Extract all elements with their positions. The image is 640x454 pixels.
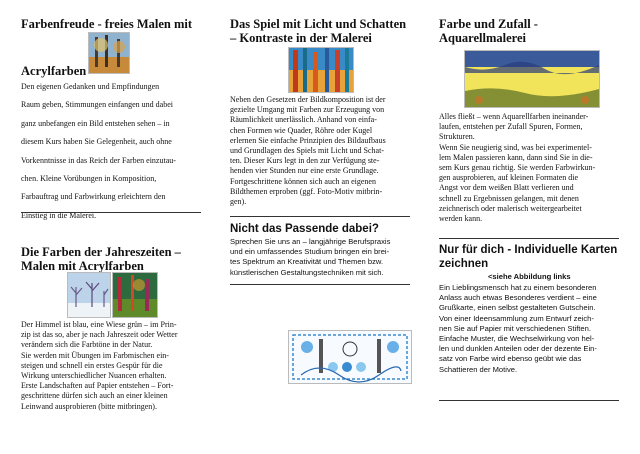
body-line: zeichnerisch oder malerisch weitergearbeitet — [439, 203, 582, 213]
body-line: gen ausprobieren, auf kleinen Formaten die — [439, 173, 579, 183]
card-drawing — [289, 331, 411, 383]
body-line: Den eigenen Gedanken und Empfindungen — [21, 82, 160, 91]
section-body-nicht-passende — [230, 237, 415, 278]
body-line: laufen, entstehen per Zufall Spuren, Formen, — [439, 122, 583, 132]
body-line: tes Spektrum an Kreativität und Themen bzw. — [230, 257, 384, 267]
divider — [439, 238, 619, 239]
painting-image — [68, 273, 110, 317]
body-line: Sprechen Sie uns an – langjährige Berufspraxis — [230, 237, 391, 246]
body-line: Wenn Sie neugierig sind, was bei experimentel- — [439, 142, 592, 152]
section-body-farbenfreude — [21, 78, 201, 225]
body-line: Grußkarte, einen selbst gestalteten Gutschein. — [439, 303, 596, 313]
section-title-licht-schatten: Das Spiel mit Licht und Schatten – Kontraste in der Malerei — [230, 17, 407, 45]
body-line: chen Formen wie Quader, Röhre oder Kugel — [230, 125, 373, 135]
body-line: Der Himmel ist blau, eine Wiese grün – im Prin- — [21, 320, 177, 329]
body-line: und ein umfassendes Studium bringen ein brei- — [230, 247, 390, 257]
painting-thumbnail-winter — [67, 272, 111, 318]
section-body-karten — [439, 283, 624, 375]
body-line: Schattieren der Motive. — [439, 364, 518, 374]
body-line: chen. Kleine Vorübungen in Komposition, — [21, 174, 157, 184]
paragraph — [21, 320, 206, 412]
section-title-jahreszeiten: Die Farben der Jahreszeiten –Malen mit Acrylfarben — [21, 245, 181, 273]
body-line: Anlass auch etwas Besonderes verdient – eine — [439, 293, 597, 303]
body-line: Ein Lieblingsmensch hat zu einem besonderen — [439, 283, 597, 292]
body-line: Sie werden mit Übungen im Farbmischen ein- — [21, 350, 169, 360]
body-line: len und dunklen Anteilen oder der dezente Ein- — [439, 344, 597, 354]
body-line: Bildthemen erproben (ggf. Foto-Motiv mitbrin- — [230, 186, 383, 196]
painting-image — [289, 48, 353, 92]
body-line: gen). — [230, 197, 247, 207]
body-line: Einstieg in die Malerei. — [21, 210, 97, 220]
body-line: Angst vor dem weißen Blatt verlieren und — [439, 183, 574, 193]
body-line: ten. Dieser Kurs legt in den zur Verfügung ste- — [230, 156, 380, 166]
painting-thumbnail-forest — [112, 272, 158, 318]
body-line: ganz unbefangen ein Bild entstehen sehen – in — [21, 118, 170, 128]
section-title-farbenfreude-line2 — [21, 64, 86, 78]
divider — [230, 216, 410, 217]
divider — [439, 400, 619, 401]
body-line: Alles fließt – wenn Aquarellfarben ineinander- — [439, 112, 589, 121]
body-line: geschrittene dürfen sich auch an einer kleinen — [21, 391, 168, 401]
body-line: Fortgeschrittene können sich auch an eigenen — [230, 176, 376, 186]
body-line: satz von Farbe wird ebenso geübt wie das — [439, 354, 582, 364]
painting-image — [465, 51, 599, 107]
section-body-licht-schatten — [230, 95, 410, 207]
body-line: und Grundlagen des Spiels mit Licht und Schat- — [230, 146, 384, 156]
body-line: nen Sie auf Papier mit verschiedenen Stiften. — [439, 323, 591, 333]
body-line: Leinwand ausprobieren (bitte mitbringen). — [21, 401, 157, 411]
body-line: Einfache Muster, die Wechselwirkung von hel- — [439, 334, 595, 344]
paragraph — [21, 78, 201, 225]
section-title-farbenfreude — [21, 17, 201, 31]
painting-thumbnail-trees — [88, 32, 130, 74]
section-title-aquarell: Farbe und Zufall - Aquarellmalerei — [439, 17, 538, 45]
card-drawing-image — [288, 330, 412, 384]
divider — [230, 284, 410, 285]
body-line: Von einer Ideensammlung zum Entwurf zeich- — [439, 313, 594, 323]
body-line: Strukturen. — [439, 132, 475, 142]
body-line: Raum geben, Stimmungen einfangen und dabei — [21, 100, 173, 110]
body-line: Neben den Gesetzen der Bildkomposition ist der — [230, 95, 386, 104]
painting-image — [113, 273, 157, 317]
body-line: schnell zu Ergebnissen gelangen, mit denen — [439, 193, 579, 203]
body-line: steigen und schnell ein erstes Gespür für die — [21, 360, 163, 370]
body-line: sem Kurs genau richtig. Sie werden Farbwirkun- — [439, 163, 596, 173]
body-line: Erste Landschaften auf Papier entstehen – Fort- — [21, 381, 174, 391]
body-line: diesem Kurs haben Sie Gelegenheit, auch ohne — [21, 137, 172, 147]
paragraph — [230, 95, 410, 207]
body-line: erlernen Sie einfache Prinzipien des Bildaufbaus — [230, 135, 386, 145]
title-line: Farbenfreude - freies Malen mit — [21, 17, 193, 31]
reference-note: <siehe Abbildung links — [488, 272, 571, 281]
painting-thumbnail-watercolor — [464, 50, 600, 108]
painting-image — [89, 33, 129, 73]
body-line: Vorkenntnisse in das Reich der Farben einzutau- — [21, 155, 176, 165]
section-title-nicht-passende: Nicht das Passende dabei? — [230, 223, 379, 235]
section-body-jahreszeiten — [21, 320, 206, 412]
body-line: Wirkung unterschiedlicher Nuancen erhalten. — [21, 371, 167, 381]
body-line: zip ist das so, aber je nach Jahreszeit oder Wetter — [21, 330, 178, 340]
body-line: Räumlichkeit unerlässlich. Anhand von einfa- — [230, 115, 377, 125]
section-title-karten: Nur für dich - Individuelle Karten zeichnen — [439, 244, 618, 270]
painting-thumbnail-light — [288, 47, 354, 93]
paragraph — [439, 283, 624, 375]
divider — [21, 212, 201, 213]
body-line: verändern sich die Farbtöne in der Natur. — [21, 340, 153, 350]
body-line: henden vier Stunden nur eine erste Grundlage. — [230, 166, 379, 176]
body-line: gezielte Umgang mit Farben zur Erzeugung von — [230, 105, 385, 115]
body-line: werden kann. — [439, 214, 483, 224]
paragraph — [439, 112, 619, 224]
body-line: Farbauftrag und Farbwirkung erleichtern den — [21, 192, 166, 202]
body-line: lem Malen passieren kann, dann sind Sie in die- — [439, 152, 593, 162]
body-line: künstlerischen Gestaltungstechniken mit sich. — [230, 267, 384, 277]
section-body-aquarell — [439, 112, 619, 224]
title-line: Acrylfarben — [21, 64, 87, 78]
paragraph — [230, 237, 415, 278]
